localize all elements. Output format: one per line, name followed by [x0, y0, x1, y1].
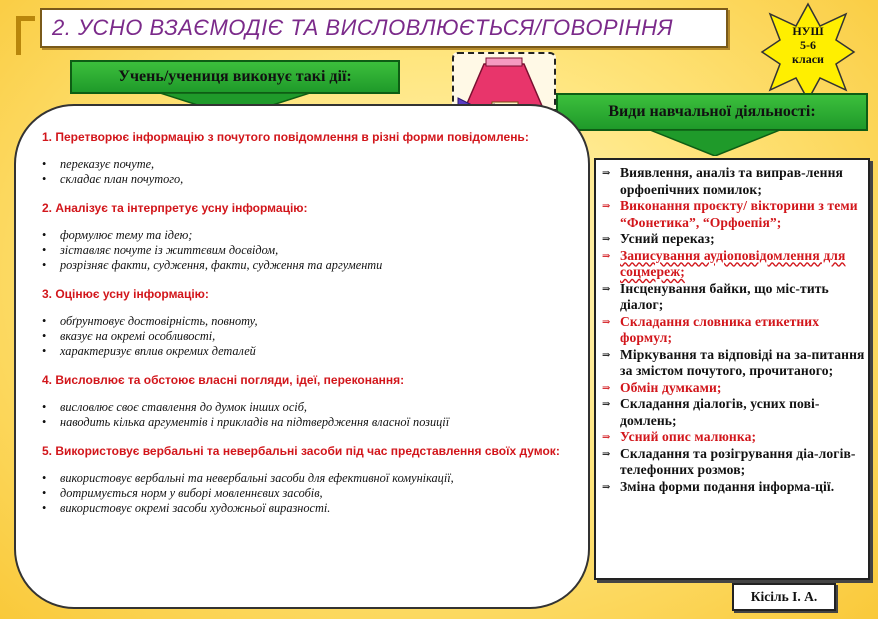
- right-header-label: Види навчальної діяльності:: [608, 103, 816, 120]
- activity-text: Складання словника етикетних формул;: [620, 313, 820, 345]
- activity-text: Усний опис малюнка;: [620, 429, 757, 444]
- grade-badge: [760, 24, 856, 66]
- double-arrow-right-icon: ⇒: [602, 316, 611, 328]
- activity-item: [598, 380, 866, 397]
- title-box: [40, 8, 728, 48]
- activity-item: [598, 165, 866, 198]
- right-header-arrow-icon: [650, 130, 780, 156]
- badge-line-1: НУШ: [792, 24, 824, 38]
- double-arrow-right-icon: ⇒: [602, 234, 611, 245]
- activities-container: [598, 165, 866, 495]
- list-item: • зіставляє почуте із життєвим досвідом,: [42, 243, 562, 258]
- section-items: [42, 157, 562, 187]
- section-items: [42, 400, 562, 430]
- activity-text: Складання та розігрування діа-логів-телефонних розмов;: [620, 445, 856, 477]
- list-item: • розрізняє факти, судження, факти, судження та аргументи: [42, 258, 562, 273]
- double-arrow-right-icon: ⇒: [602, 283, 611, 295]
- badge-line-2: 5-6: [800, 38, 816, 52]
- list-item: • висловлює своє ставлення до думок інших осіб,: [42, 400, 562, 415]
- section-heading: 5. Використовує вербальні та невербальні засоби під час представлення своїх думок:: [42, 444, 560, 458]
- activity-text: Обмін думками;: [620, 379, 722, 395]
- section-items: [42, 471, 562, 516]
- list-item: • наводить кілька аргументів і прикладів на підтвердження власної позиції: [42, 415, 562, 430]
- double-arrow-right-icon: ⇒: [602, 399, 611, 410]
- double-arrow-right-icon: ⇒: [602, 201, 611, 212]
- list-item: • обґрунтовує достовірність, повноту,: [42, 314, 562, 329]
- activity-text: Виявлення, аналіз та виправ-лення орфоепічних помилок;: [620, 165, 843, 197]
- activity-item: [598, 347, 866, 380]
- left-header: [70, 60, 400, 94]
- activity-item: [598, 446, 866, 479]
- list-item: • вказує на окремі особливості,: [42, 329, 562, 344]
- activity-item: [598, 314, 866, 347]
- list-item: • переказує почуте,: [42, 157, 562, 172]
- activity-text: Міркування та відповіді на за-питання за змістом почутого, прочитаного;: [620, 346, 865, 378]
- activity-item: [598, 396, 866, 429]
- double-arrow-right-icon: ⇒: [602, 250, 611, 262]
- list-item: • дотримується норм у виборі мовленнєвих засобів,: [42, 486, 562, 501]
- activity-item: [598, 429, 866, 446]
- activity-text: Зміна форми подання інформа-ції.: [620, 478, 835, 494]
- section-heading: 1. Перетворює інформацію з почутого повідомлення в різні форми повідомлень:: [42, 130, 529, 144]
- activity-item: [598, 231, 866, 248]
- list-item: • складає план почутого,: [42, 172, 562, 187]
- section-heading: 3. Оцінює усну інформацію:: [42, 287, 209, 301]
- list-item: • характеризує вплив окремих деталей: [42, 344, 562, 359]
- activity-text: Складання діалогів, усних пові-домлень;: [620, 396, 820, 428]
- activity-item: [598, 198, 866, 231]
- activity-item: [598, 479, 866, 496]
- section-items: [42, 314, 562, 359]
- activity-text: Записування аудіоповідомлення для соцмереж;: [620, 247, 846, 279]
- right-header: [556, 93, 868, 131]
- list-item: • формулює тему та ідею;: [42, 228, 562, 243]
- section-heading: 2. Аналізує та інтерпретує усну інформацію:: [42, 201, 308, 215]
- section-heading: 4. Висловлює та обстоює власні погляди, ідеї, переконання:: [42, 373, 405, 387]
- double-arrow-right-icon: ⇒: [602, 382, 611, 394]
- title-bracket-decoration: [16, 16, 35, 55]
- actions-list: [42, 130, 562, 530]
- section-items: [42, 228, 562, 273]
- activities-list: [598, 165, 866, 495]
- double-arrow-right-icon: ⇒: [602, 349, 611, 361]
- double-arrow-right-icon: ⇒: [602, 432, 611, 443]
- left-header-label: Учень/учениця виконує такі дії:: [118, 68, 352, 85]
- double-arrow-right-icon: ⇒: [602, 448, 611, 460]
- activity-text: Усний переказ;: [620, 231, 715, 246]
- double-arrow-right-icon: ⇒: [602, 481, 611, 493]
- author-box: [732, 583, 836, 611]
- activity-text: Інсценування байки, що міс-тить діалог;: [620, 280, 829, 312]
- list-item: • використовує окремі засоби художньої виразності.: [42, 501, 562, 516]
- activity-item: [598, 281, 866, 314]
- page-title: 2. УСНО ВЗАЄМОДІЄ ТА ВИСЛОВЛЮЄТЬСЯ/ГОВОРІННЯ: [52, 15, 673, 40]
- list-item: • використовує вербальні та невербальні засоби для ефективної комунікації,: [42, 471, 562, 486]
- activity-text: Виконання проєкту/ вікторини з теми “Фонетика”, “Орфоепія”;: [620, 198, 858, 230]
- author-name: Кісіль І. А.: [750, 589, 818, 604]
- double-arrow-right-icon: ⇒: [602, 168, 611, 179]
- badge-line-3: класи: [792, 52, 824, 66]
- activity-item: [598, 248, 866, 281]
